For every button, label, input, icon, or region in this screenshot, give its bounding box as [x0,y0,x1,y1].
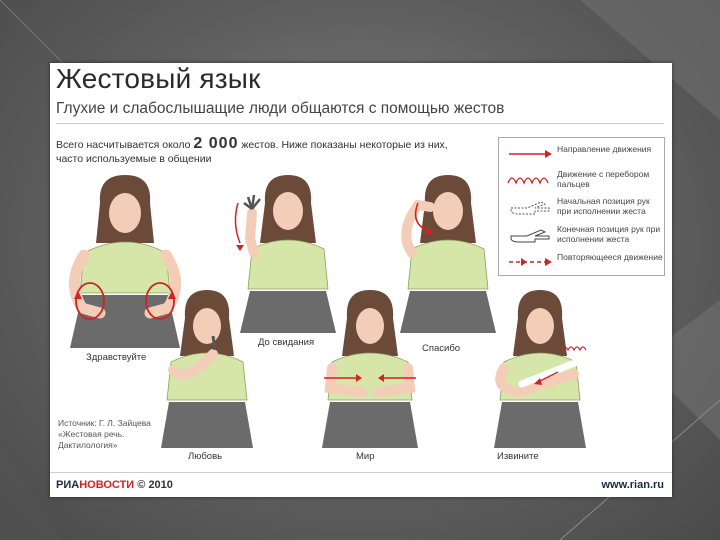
gesture-label-hello: Здравствуйте [86,352,147,363]
infographic-slide [50,63,672,497]
gesture-label-thanks: Спасибо [422,343,461,354]
copyright-year: © 2010 [137,479,173,491]
page-title: Жестовый язык [56,63,261,94]
legend-item: Начальная позиция рук при исполнении жеста [499,194,664,218]
hand-end-icon [505,224,553,244]
gesture-figure-sorry [478,288,598,448]
hand-start-icon [505,196,553,216]
intro-before: Всего насчитывается около [56,139,194,151]
straight-arrow-icon [505,144,553,164]
gesture-label-sorry: Извините [497,451,539,462]
repeat-arrow-icon [505,252,553,272]
gesture-count: 2 000 [193,135,239,152]
gesture-label-peace: Мир [356,451,375,462]
gesture-label-goodbye: До свидания [258,337,315,348]
brand-logo: РИАНОВОСТИ © 2010 [56,479,173,491]
gesture-label-love: Любовь [188,451,223,462]
gesture-figure-peace [312,288,422,448]
legend-box [498,137,665,276]
legend-item: Повторяющееся движение [499,250,664,274]
intro-after: жестов. Ниже показаны некоторые из них, [238,139,448,151]
legend-item: Движение с перебором пальцев [499,167,664,191]
footer-bar [50,472,672,498]
site-link[interactable]: www.rian.ru [601,479,664,491]
legend-item: Конечная позиция рук при исполнении жеста [499,222,664,246]
page-subtitle: Глухие и слабослышащие люди общаются с помощью жестов [56,100,505,117]
source-note: Источник: Г. Л. Зайцева «Жестовая речь. Дактилология» [58,418,151,450]
finger-wave-arrow-icon [505,169,553,189]
legend-item: Направление движения [499,142,664,166]
intro-line2: часто используемые в общении [56,153,212,165]
intro-text [56,137,506,166]
divider [56,123,664,124]
